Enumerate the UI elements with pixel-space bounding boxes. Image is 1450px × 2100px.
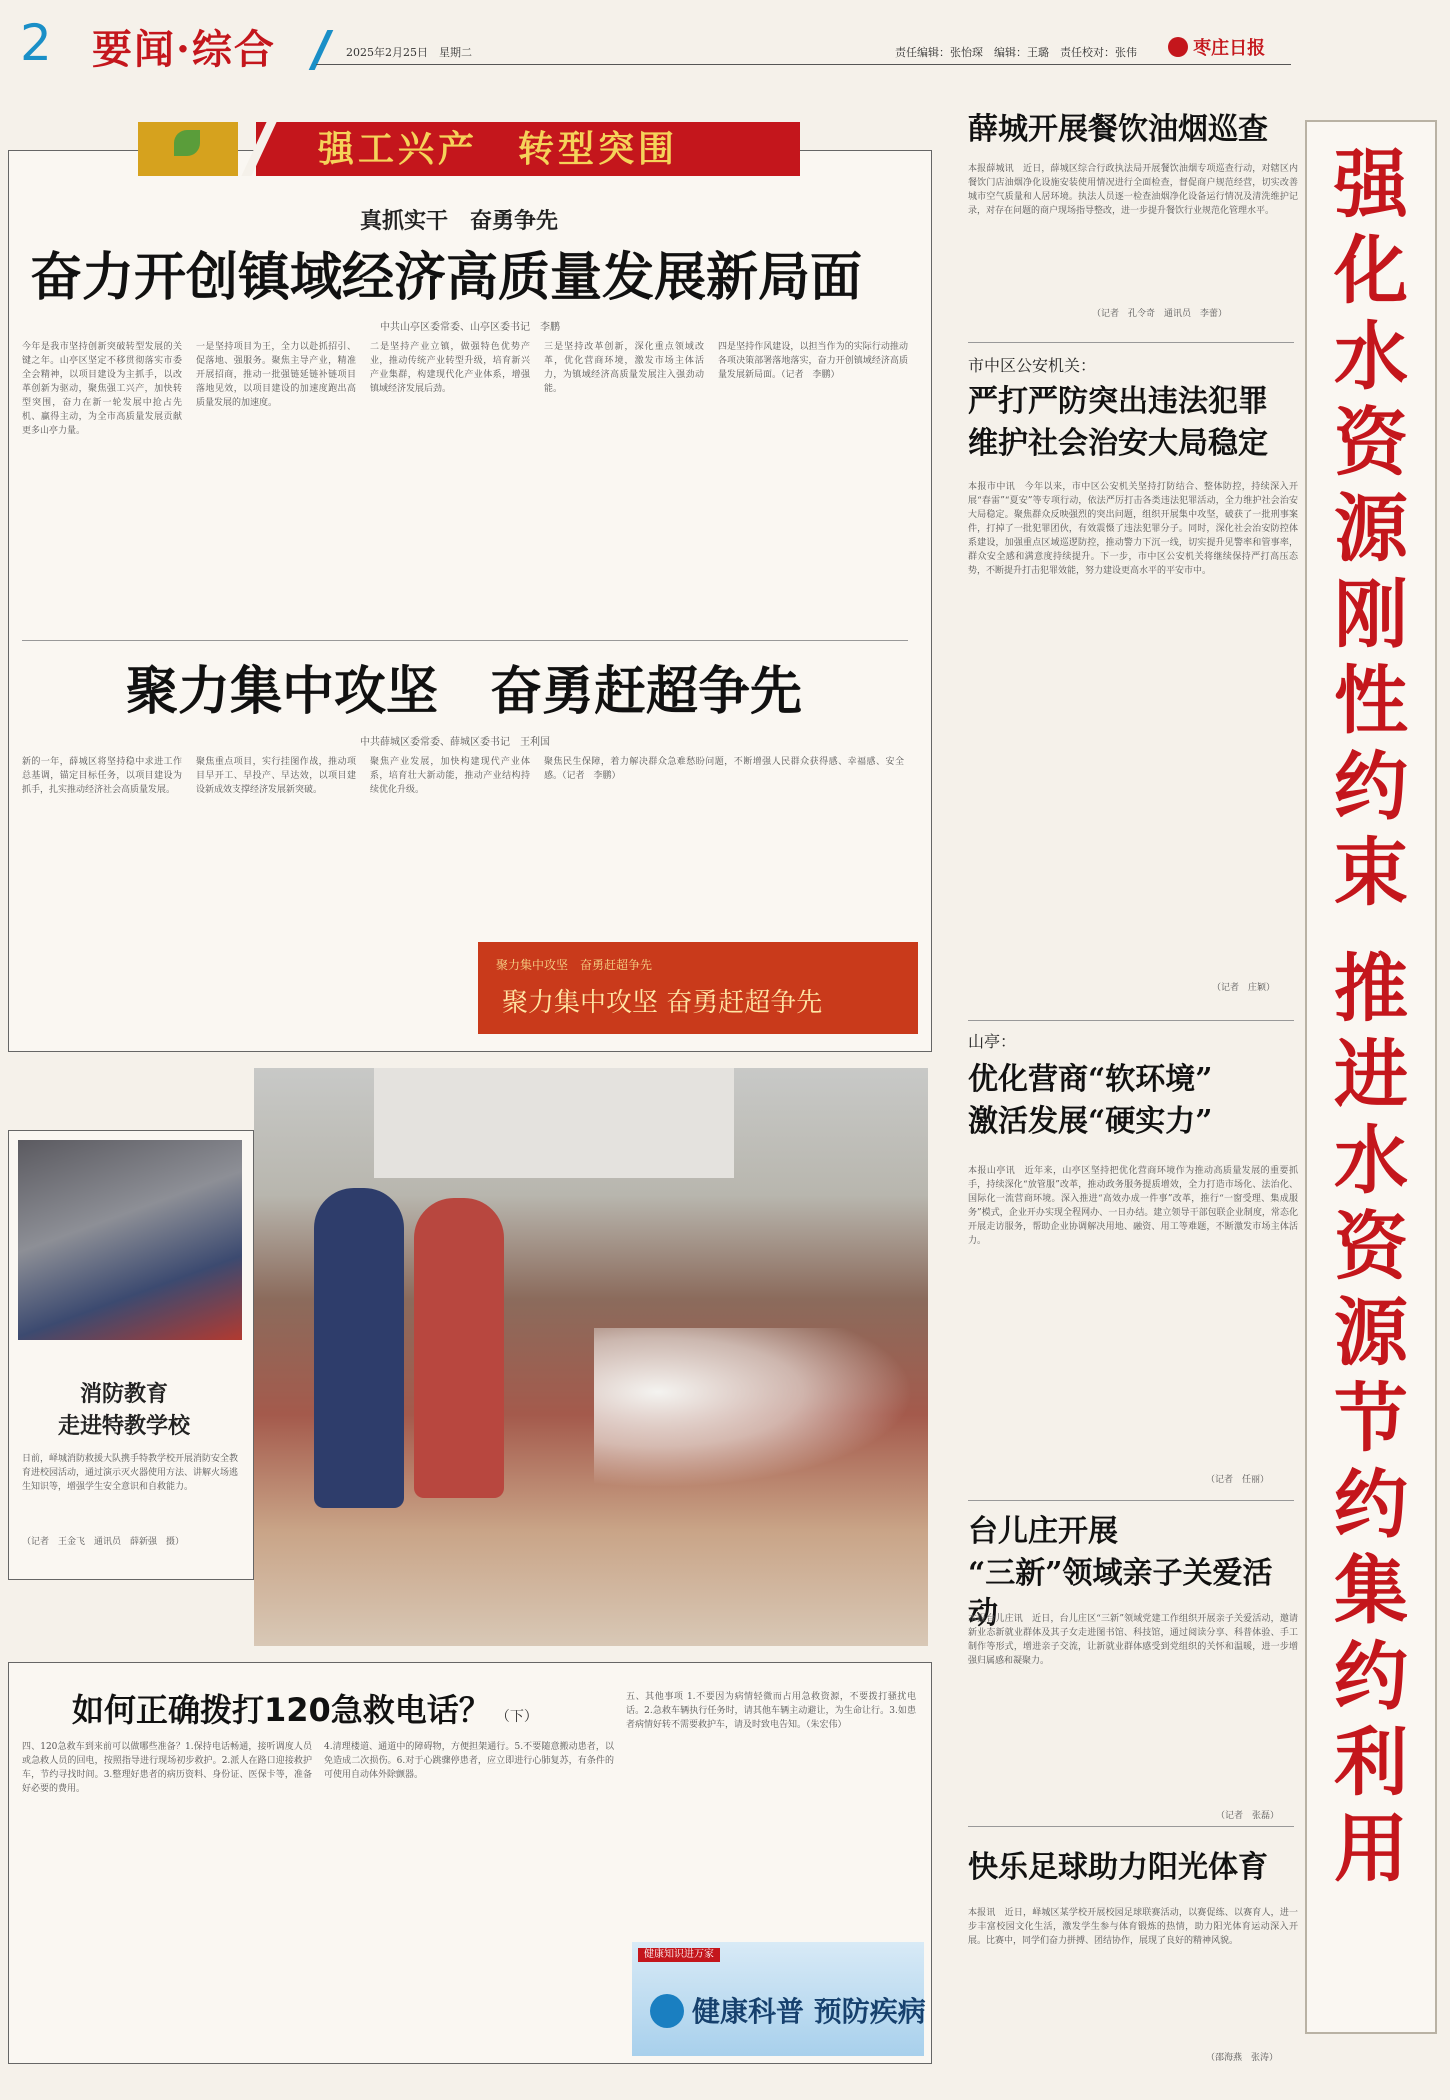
article1-col-5: 四是坚持作风建设，以担当作为的实际行动推动各项决策部署落地落实，奋力开创镇域经济高质量发展新局面。（记者 李鹏） <box>718 342 908 380</box>
article1-col-2: 一是坚持项目为王，全力以赴抓招引、促落地、强服务。聚焦主导产业，精准开展招商，推动一批强链延链补链项目落地见效，以项目建设的加速度跑出高质量发展的加速度。 <box>196 342 356 408</box>
right-article-4-headline-1: 台儿庄开展 <box>968 1514 1118 1549</box>
sidebar-banner <box>1305 120 1437 2034</box>
right-article-5-headline: 快乐足球助力阳光体育 <box>968 1850 1268 1885</box>
right-article-2-headline-2: 维护社会治安大局稳定 <box>968 426 1268 461</box>
right-article-1-body: 本报薛城讯 近日，薛城区综合行政执法局开展餐饮油烟专项巡查行动，对辖区内餐饮门店油烟净化设施安装使用情况进行全面检查，督促商户规范经营，切实改善城市空气质量和人居环境。执法人员逐一检查油烟净化设备运行情况及清洗维护记录，对存在问题的商户现场指导整改，进一步提升餐饮行业规范化管理水平。 <box>968 164 1298 216</box>
right-article-2-credit: （记者 庄颖） <box>1212 983 1276 993</box>
masthead-rule <box>316 64 1291 65</box>
promo-health-text: 健康科普 预防疾病 <box>692 1995 926 2028</box>
right-article-4-body: 本报台儿庄讯 近日，台儿庄区“三新”领域党建工作组织开展亲子关爱活动，邀请新业态新就业群体及其子女走进图书馆、科技馆，通过阅读分享、科普体验、手工制作等形式，增进亲子交流，让新就业群体感受到党组织的关怀和温暖，进一步增强归属感和凝聚力。 <box>968 1614 1298 1666</box>
photo-building <box>374 1068 734 1178</box>
article1-col-4: 三是坚持改革创新，深化重点领域改革，优化营商环境，激发市场主体活力，为镇域经济高质量发展注入强劲动能。 <box>544 342 704 394</box>
right-article-1-headline: 薛城开展餐饮油烟巡查 <box>968 112 1268 147</box>
right-article-1-credit: （记者 孔令奇 通讯员 李蕾） <box>1092 309 1228 319</box>
photo-story-caption: 日前，峄城消防救援大队携手特教学校开展消防安全教育进校园活动，通过演示灭火器使用方法、讲解火场逃生知识等，增强学生安全意识和自救能力。 <box>22 1454 238 1492</box>
article2-headline: 聚力集中攻坚 奋勇赶超争先 <box>126 662 803 722</box>
photo-spray <box>594 1328 914 1488</box>
right-article-5 <box>962 1836 1302 2066</box>
article2-promo <box>478 942 918 1034</box>
article2-col-3: 聚焦产业发展，加快构建现代产业体系，培育壮大新动能，推动产业结构持续优化升级。 <box>370 757 530 795</box>
editor-credits: 责任编辑：张怡琛 编辑：王璐 责任校对：张伟 <box>895 46 1137 59</box>
right-divider-4 <box>968 1826 1294 1827</box>
article3-title: 如何正确拨打120急救电话？ <box>72 1691 491 1729</box>
article3-suffix: （下） <box>495 1709 538 1725</box>
article3-headline <box>72 1690 538 1730</box>
article1-headline: 奋力开创镇域经济高质量发展新局面 <box>30 248 863 308</box>
article1-kicker: 真抓实干 奋勇争先 <box>360 208 559 234</box>
health-cross-icon <box>650 1994 684 2028</box>
fire-drill-photo <box>254 1068 928 1646</box>
article2-byline: 中共薛城区委常委、薛城区委书记 王利国 <box>360 737 550 748</box>
right-article-2-body: 本报市中讯 今年以来，市中区公安机关坚持打防结合、整体防控，持续深入开展“春雷”“夏安”等专项行动，依法严厉打击各类违法犯罪活动，全力维护社会治安大局稳定。聚焦群众反映强烈的突出问题，组织开展集中攻坚，破获了一批刑事案件，打掉了一批犯罪团伙，有效震慑了违法犯罪分子。同时，深化社会治安防控体系建设，加强重点区域巡逻防控，推动警力下沉一线，切实提升见警率和管事率，群众安全感和满意度持续提升。下一步，市中区公安机关将继续保持严打高压态势，不断提升打击犯罪效能，努力建设更高水平的平安市中。 <box>968 482 1298 576</box>
article1-col-3: 二是坚持产业立镇，做强特色优势产业，推动传统产业转型升级，培育新兴产业集群，构建现代化产业体系，增强镇域经济发展后劲。 <box>370 342 530 394</box>
right-article-3-credit: （记者 任丽） <box>1206 1475 1270 1485</box>
right-article-3-headline-2: 激活发展“硬实力” <box>968 1104 1213 1139</box>
promo-big-text: 聚力集中攻坚 奋勇赶超争先 <box>502 988 823 1018</box>
photo-story-title-line2: 走进特教学校 <box>58 1413 191 1439</box>
photo-instructor <box>314 1188 404 1508</box>
promo-tag: 健康知识进万家 <box>638 1948 720 1962</box>
right-article-4-credit: （记者 张磊） <box>1216 1811 1280 1821</box>
page-number: 2 <box>20 14 52 72</box>
article3-promo <box>632 1942 924 2056</box>
right-article-2-kicker: 市中区公安机关： <box>968 356 1097 375</box>
article3-col-2: 4.清理楼道、通道中的障碍物，方便担架通行。5.不要随意搬动患者，以免造成二次损伤。6.对于心跳骤停患者，应立即进行心肺复苏，有条件的可使用自动体外除颤器。 <box>324 1742 614 1780</box>
photo-student <box>414 1198 504 1498</box>
article-divider <box>22 640 908 641</box>
article2-col-1: 新的一年，薛城区将坚持稳中求进工作总基调，锚定目标任务，以项目建设为抓手，扎实推动经济社会高质量发展。 <box>22 757 182 795</box>
article3-col-3: 五、其他事项 1.不要因为病情轻微而占用急救资源，不要拨打骚扰电话。2.急救车辆执行任务时，请其他车辆主动避让，为生命让行。3.如患者病情好转不需要救护车，请及时致电告知。（朱宏伟） <box>626 1692 916 1730</box>
banner-sprout-icon <box>174 130 200 156</box>
article1-col-1: 今年是我市坚持创新突破转型发展的关键之年。山亭区坚定不移贯彻落实市委全会精神，以项目建设为主抓手，以改革创新为驱动，聚焦强工兴产，加快转型突围，奋力在新一轮发展中抢占先机、赢得主动，为全市高质量发展贡献更多山亭力量。 <box>22 342 182 436</box>
right-article-4-headline-2: “三新”领域亲子关爱活动 <box>968 1556 1273 1631</box>
photo-story-credit: （记者 王金飞 通讯员 薛新强 摄） <box>22 1537 185 1547</box>
right-divider-2 <box>968 1020 1294 1021</box>
banner-text: 强工兴产 转型突围 <box>318 128 679 170</box>
right-article-3-body: 本报山亭讯 近年来，山亭区坚持把优化营商环境作为推动高质量发展的重要抓手，持续深化“放管服”改革，推动政务服务提质增效，全力打造市场化、法治化、国际化一流营商环境。深入推进“高效办成一件事”改革，推行“一窗受理、集成服务”模式，企业开办实现全程网办、一日办结。建立领导干部包联企业制度，常态化开展走访服务，帮助企业协调解决用地、融资、用工等难题，不断激发市场主体活力。 <box>968 1166 1298 1246</box>
right-article-3-kicker: 山亭： <box>968 1032 1017 1051</box>
issue-date: 2025年2月25日 星期二 <box>346 46 472 59</box>
article2-col-4: 聚焦民生保障，着力解决群众急难愁盼问题，不断增强人民群众获得感、幸福感、安全感。（记者 李鹏） <box>544 757 904 781</box>
photo-story-title-line1: 消防教育 <box>80 1381 169 1407</box>
right-article-5-body: 本报讯 近日，峄城区某学校开展校园足球联赛活动，以赛促练、以赛育人，进一步丰富校园文化生活，激发学生参与体育锻炼的热情，助力阳光体育运动深入开展。比赛中，同学们奋力拼搏、团结协作，展现了良好的精神风貌。 <box>968 1908 1298 1946</box>
section-title: 要闻·综合 <box>92 26 276 73</box>
sidebar-line-1: 强化水资源刚性约束 <box>1334 142 1408 916</box>
article3-col-1: 四、120急救车到来前可以做哪些准备？1.保持电话畅通，接听调度人员或急救人员的回电，按照指导进行现场初步救护。2.派人在路口迎接救护车，节约寻找时间。3.整理好患者的病历资料、身份证、医保卡等，准备好必要的费用。 <box>22 1742 312 1794</box>
right-article-3 <box>962 1028 1302 1498</box>
right-article-1 <box>962 110 1302 340</box>
right-article-4 <box>962 1508 1302 1821</box>
firefighter-inset-photo <box>18 1140 242 1340</box>
right-article-3-headline-1: 优化营商“软环境” <box>968 1062 1213 1097</box>
right-divider-1 <box>968 342 1294 343</box>
logo-seal-icon <box>1168 37 1188 57</box>
right-article-2 <box>962 352 1302 1002</box>
paper-name: 枣庄日报 <box>1193 38 1266 59</box>
right-article-5-credit: （邵海燕 张涛） <box>1206 2053 1279 2063</box>
article2-col-2: 聚焦重点项目，实行挂图作战，推动项目早开工、早投产、早达效，以项目建设新成效支撑经济发展新突破。 <box>196 757 356 795</box>
right-divider-3 <box>968 1500 1294 1501</box>
masthead <box>0 0 1450 80</box>
article1-byline: 中共山亭区委常委、山亭区委书记 李鹏 <box>380 322 560 333</box>
sidebar-line-2: 推进水资源节约集约利用 <box>1334 946 1408 1892</box>
banner <box>138 122 800 176</box>
paper-logo <box>1168 34 1265 60</box>
promo-small-text: 聚力集中攻坚 奋勇赶超争先 <box>496 958 653 972</box>
right-article-2-headline-1: 严打严防突出违法犯罪 <box>968 384 1268 419</box>
